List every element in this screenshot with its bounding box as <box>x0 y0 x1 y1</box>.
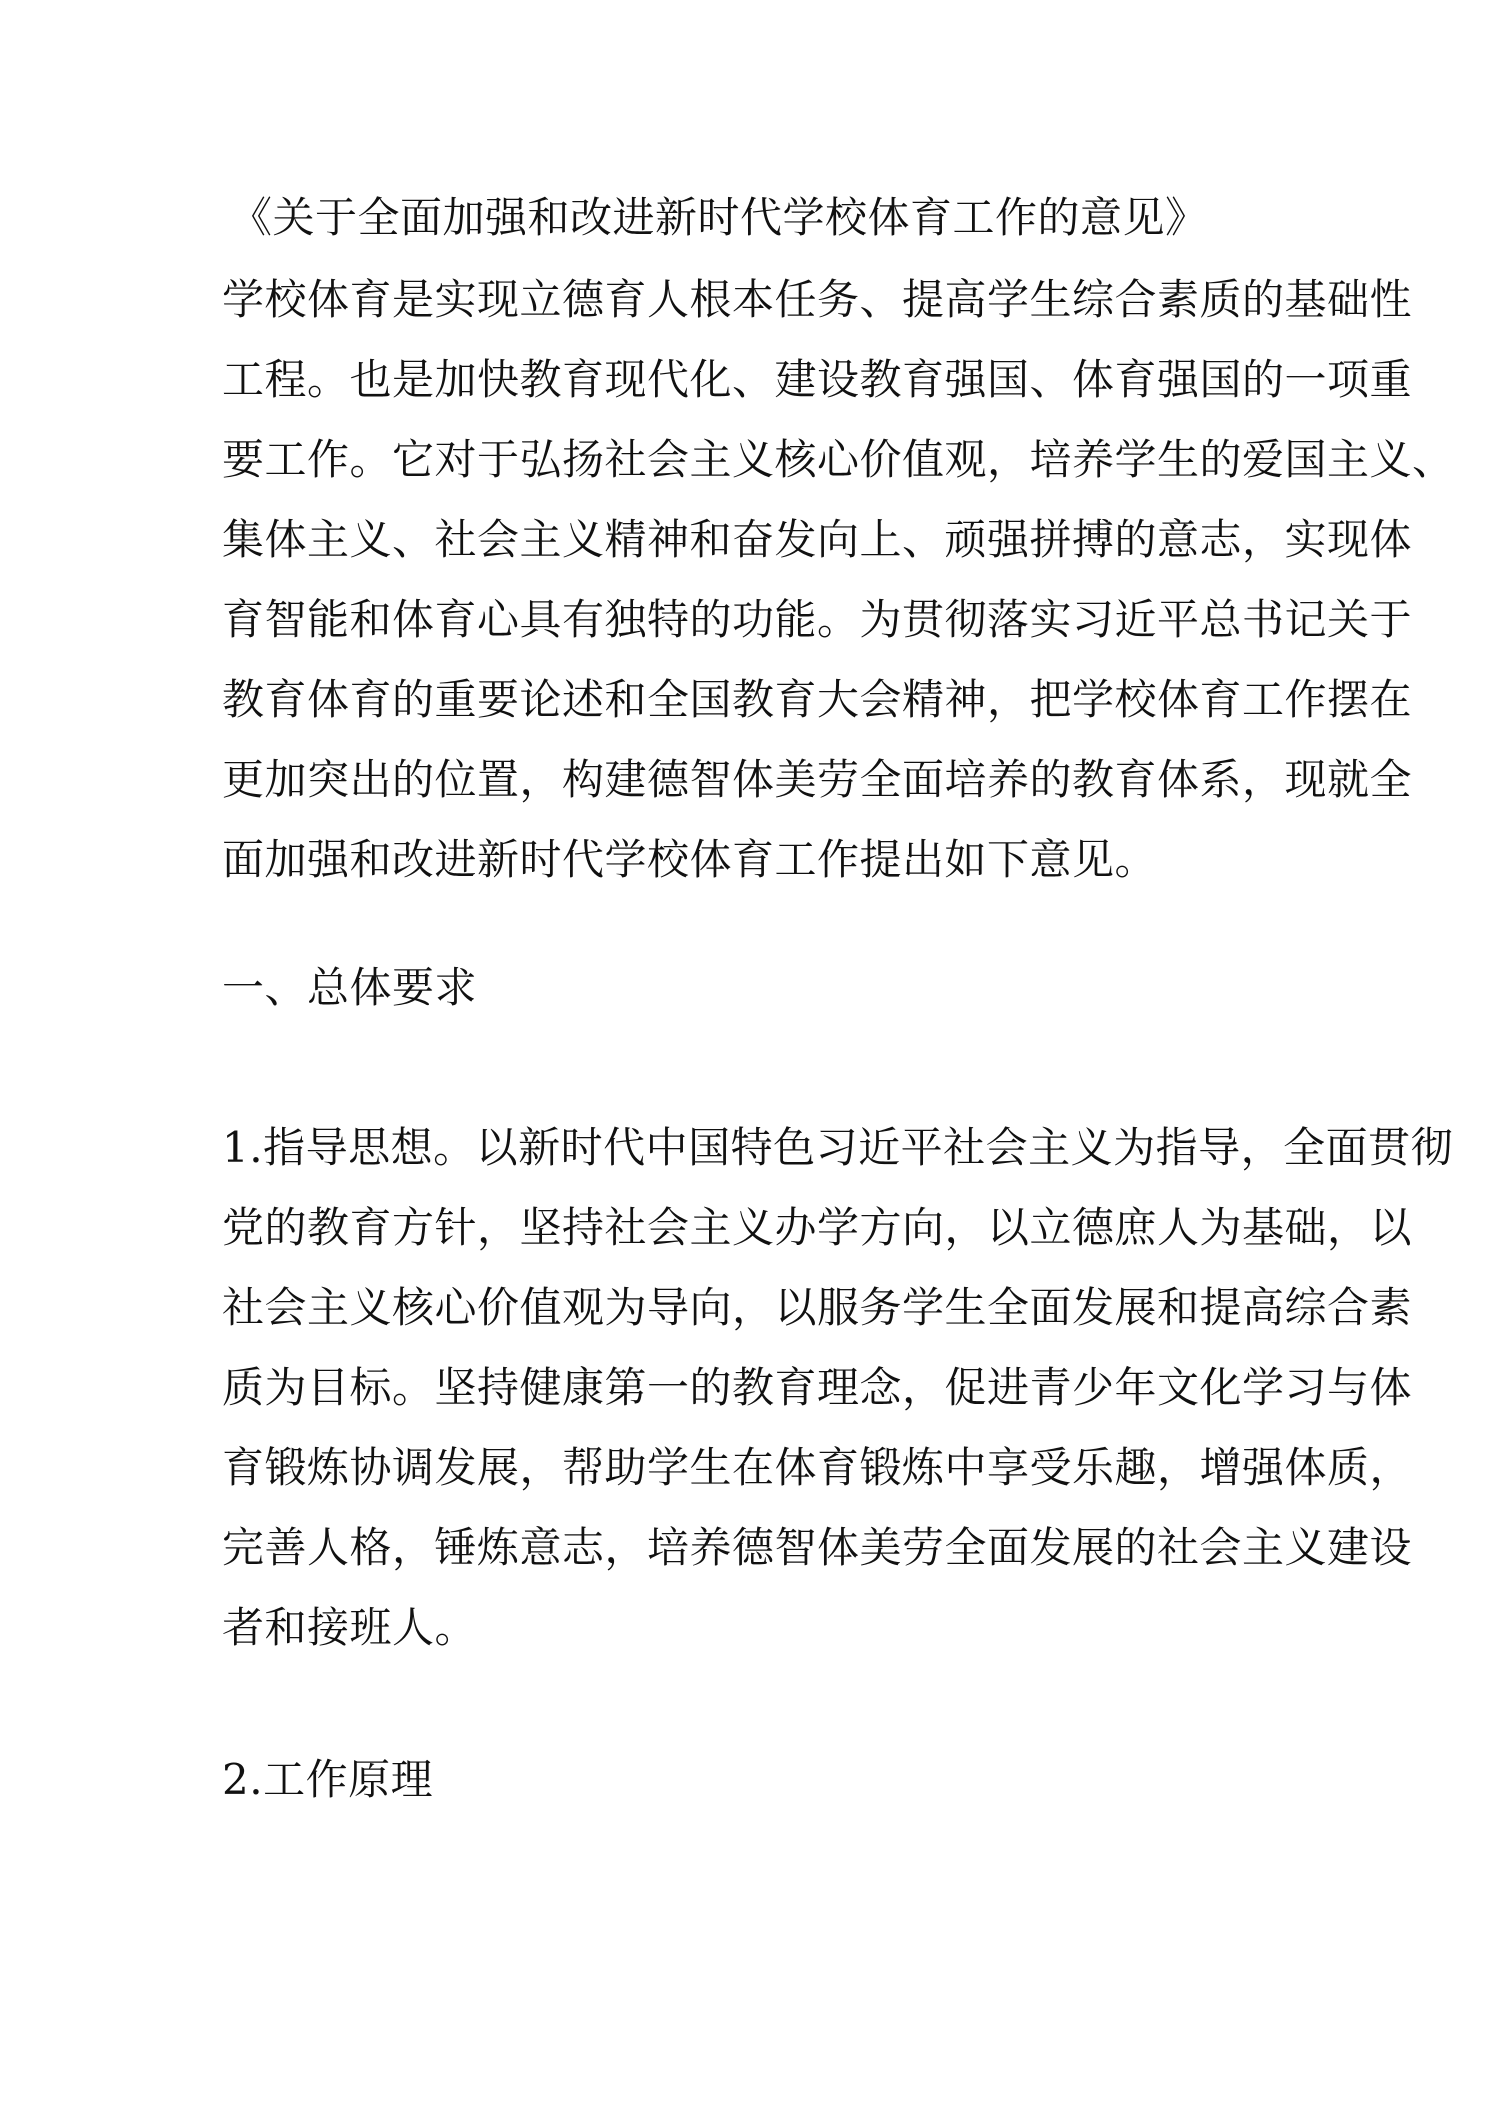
item-1-line: 1.指导思想。以新时代中国特色习近平社会主义为指导，全面贯彻 <box>222 1123 1454 1172</box>
intro-line: 学校体育是实现立德育人根本任务、提高学生综合素质的基础性 <box>222 275 1413 324</box>
document-title: 《关于全面加强和改进新时代学校体育工作的意见》 <box>230 193 1208 242</box>
intro-line: 工程。也是加快教育现代化、建设教育强国、体育强国的一项重 <box>222 355 1413 404</box>
item-1-line: 党的教育方针，坚持社会主义办学方向，以立德庶人为基础，以 <box>222 1203 1413 1252</box>
intro-line: 育智能和体育心具有独特的功能。为贯彻落实习近平总书记关于 <box>222 595 1413 644</box>
item-1-line: 质为目标。坚持健康第一的教育理念，促进青少年文化学习与体 <box>222 1363 1413 1412</box>
item-1-line: 完善人格，锤炼意志，培养德智体美劳全面发展的社会主义建设 <box>222 1523 1413 1572</box>
section-heading: 一、总体要求 <box>222 963 478 1012</box>
intro-line: 要工作。它对于弘扬社会主义核心价值观，培养学生的爱国主义、 <box>222 435 1455 484</box>
item-1-line: 者和接班人。 <box>222 1603 478 1652</box>
intro-line: 面加强和改进新时代学校体育工作提出如下意见。 <box>222 835 1158 884</box>
item-1-line: 育锻炼协调发展，帮助学生在体育锻炼中享受乐趣，增强体质， <box>222 1443 1413 1492</box>
item-2-heading: 2.工作原理 <box>222 1755 434 1804</box>
intro-line: 集体主义、社会主义精神和奋发向上、顽强拼搏的意志，实现体 <box>222 515 1413 564</box>
intro-line: 教育体育的重要论述和全国教育大会精神，把学校体育工作摆在 <box>222 675 1413 724</box>
item-1-line: 社会主义核心价值观为导向，以服务学生全面发展和提高综合素 <box>222 1283 1413 1332</box>
intro-line: 更加突出的位置，构建德智体美劳全面培养的教育体系，现就全 <box>222 755 1413 804</box>
